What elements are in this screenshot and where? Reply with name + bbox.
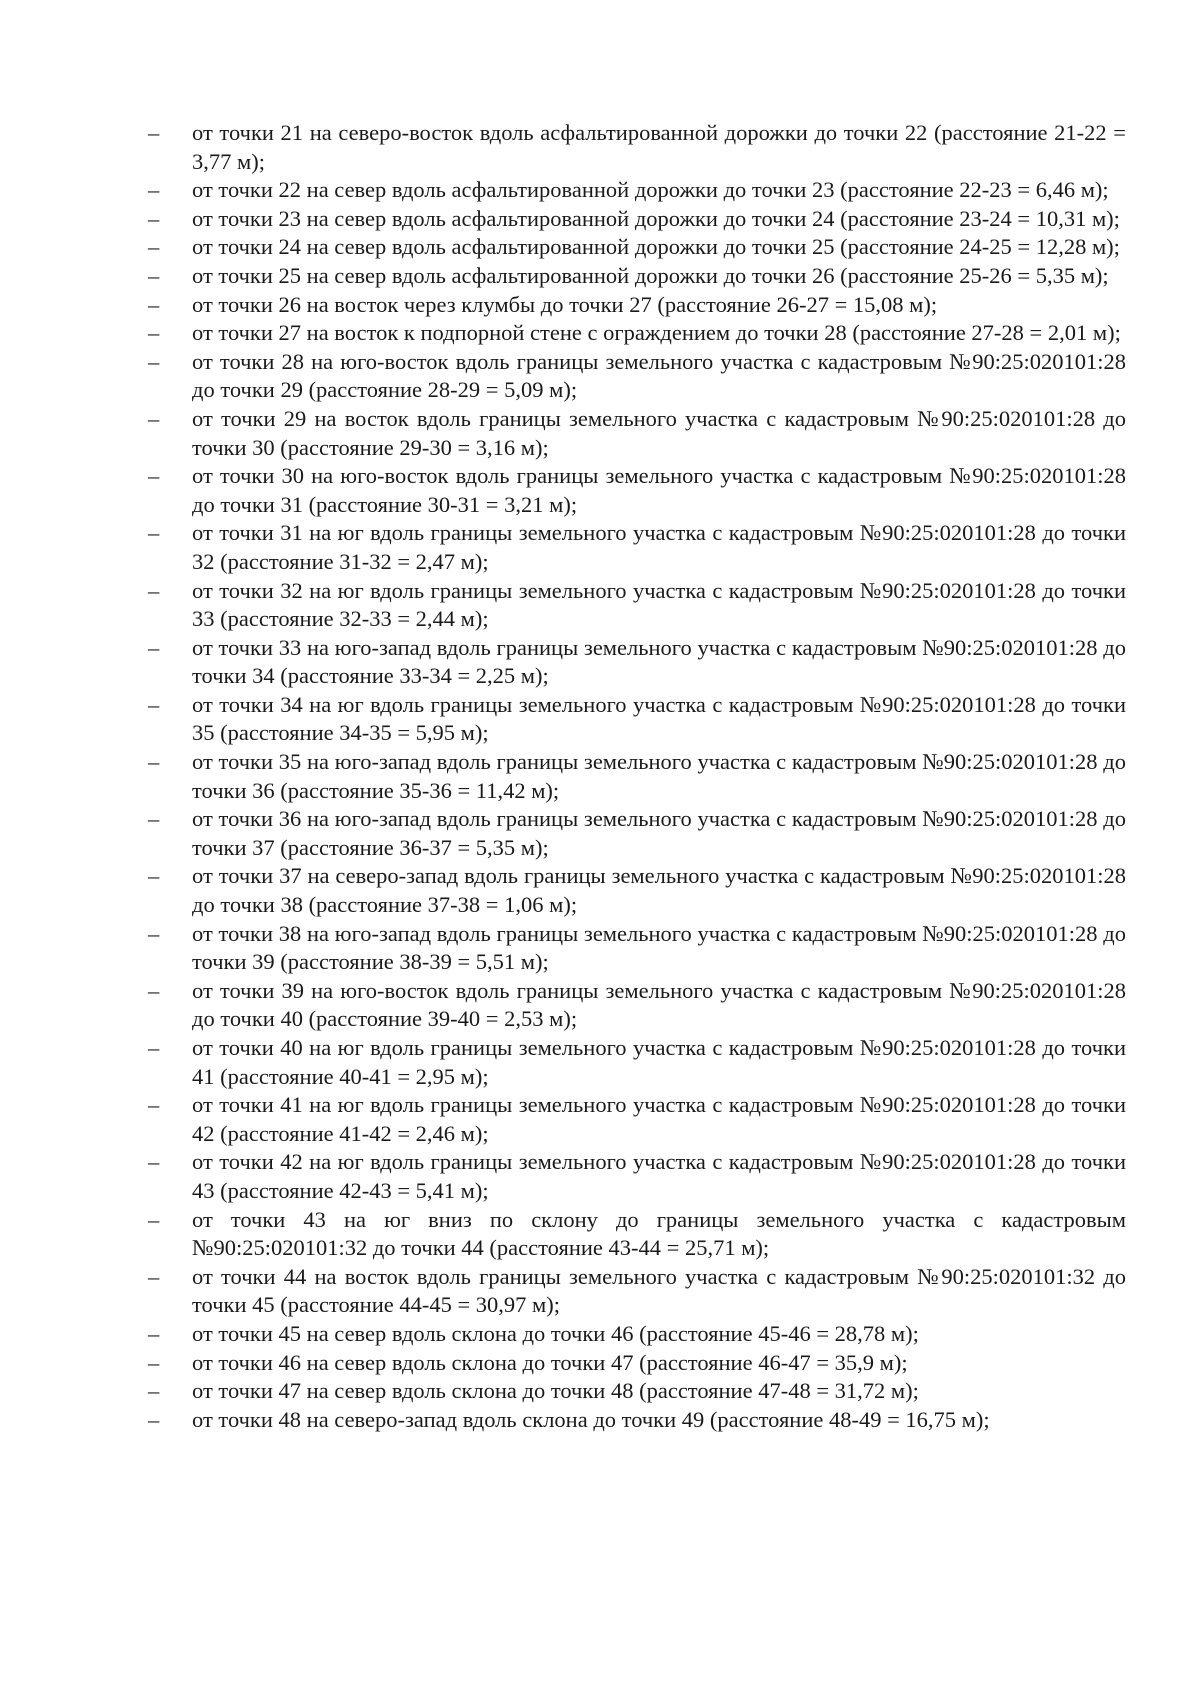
dash-bullet: – xyxy=(148,1406,160,1432)
list-item-text: от точки 30 на юго-восток вдоль границы земельного участка с кадастровым №90:25:020101:28 до точки 31 (расстояние 30-31 = 3,21 м); xyxy=(192,463,1126,517)
list-item-text: от точки 28 на юго-восток вдоль границы земельного участка с кадастровым №90:25:020101:28 до точки 29 (расстояние 28-29 = 5,09 м); xyxy=(192,348,1126,403)
dash-bullet: – xyxy=(148,320,160,346)
list-item-text: от точки 44 на восток вдоль границы земельного участка с кадастровым №90:25:020101:32 до точки 45 (расстояние 44-45 = 30,97 м); xyxy=(192,1263,1126,1318)
dash-bullet: – xyxy=(148,1092,160,1118)
list-item xyxy=(148,805,1126,862)
list-item xyxy=(148,1034,1126,1091)
list-item-text: от точки 37 на северо-запад вдоль границы земельного участка с кадастровым №90:25:020101:28 до точки 38 (расстояние 37-38 = 1,06 м); xyxy=(192,863,1126,918)
list-item xyxy=(148,1349,1126,1378)
list-item xyxy=(148,1377,1126,1406)
list-item-text: от точки 41 на юг вдоль границы земельного участка с кадастровым №90:25:020101:28 до точки 42 (расстояние 41-42 = 2,46 м); xyxy=(192,1092,1126,1146)
list-item-text: от точки 43 на юг вниз по склону до границы земельного участка с кадастровым №90:25:020101:32 до точки 44 (расстояние 43-44 = 25,71 м); xyxy=(192,1206,1126,1261)
list-item xyxy=(148,920,1126,977)
list-item xyxy=(148,691,1126,748)
dash-bullet: – xyxy=(148,1035,160,1060)
list-item-text: от точки 42 на юг вдоль границы земельного участка с кадастровым №90:25:020101:28 до точки 43 (расстояние 42-43 = 5,41 м); xyxy=(192,1149,1126,1203)
list-item xyxy=(148,634,1126,691)
list-item-text: от точки 46 на север вдоль склона до точки 47 (расстояние 46-47 = 35,9 м); xyxy=(192,1349,908,1375)
list-item xyxy=(148,205,1126,234)
dash-bullet: – xyxy=(148,520,160,546)
dash-bullet: – xyxy=(148,1349,160,1375)
dash-bullet: – xyxy=(148,1149,160,1175)
dash-bullet: – xyxy=(148,234,160,260)
list-item xyxy=(148,977,1126,1034)
list-item-text: от точки 22 на север вдоль асфальтированной дорожки до точки 23 (расстояние 22-23 = 6,46 м); xyxy=(192,177,1109,203)
dash-bullet: – xyxy=(148,291,160,317)
list-item xyxy=(148,233,1126,262)
dash-bullet: – xyxy=(148,1320,160,1346)
dash-bullet: – xyxy=(148,463,160,489)
dash-bullet: – xyxy=(148,1378,160,1404)
list-item-text: от точки 40 на юг вдоль границы земельного участка с кадастровым №90:25:020101:28 до точки 41 (расстояние 40-41 = 2,95 м); xyxy=(192,1035,1126,1089)
list-item-text: от точки 45 на север вдоль склона до точки 46 (расстояние 45-46 = 28,78 м); xyxy=(192,1320,919,1346)
list-item xyxy=(148,1206,1126,1263)
dash-bullet: – xyxy=(148,920,160,946)
list-item-text: от точки 23 на север вдоль асфальтированной дорожки до точки 24 (расстояние 23-24 = 10,31 м); xyxy=(192,205,1120,231)
list-item-text: от точки 36 на юго-запад вдоль границы земельного участка с кадастровым №90:25:020101:28 до точки 37 (расстояние 36-37 = 5,35 м); xyxy=(192,806,1126,860)
dash-bullet: – xyxy=(148,205,160,231)
dash-bullet: – xyxy=(148,348,160,374)
list-item-text: от точки 27 на восток к подпорной стене с ограждением до точки 28 (расстояние 27-28 = 2,01 м); xyxy=(192,320,1121,346)
list-item xyxy=(148,748,1126,805)
list-item xyxy=(148,577,1126,634)
list-item xyxy=(148,462,1126,519)
list-item-text: от точки 25 на север вдоль асфальтированной дорожки до точки 26 (расстояние 25-26 = 5,35 м); xyxy=(192,262,1109,288)
dash-bullet: – xyxy=(148,177,160,203)
list-item-text: от точки 29 на восток вдоль границы земельного участка с кадастровым №90:25:020101:28 до точки 30 (расстояние 29-30 = 3,16 м); xyxy=(192,405,1126,460)
dash-bullet: – xyxy=(148,749,160,775)
list-item-text: от точки 47 на север вдоль склона до точки 48 (расстояние 47-48 = 31,72 м); xyxy=(192,1378,919,1404)
list-item xyxy=(148,405,1126,462)
dash-bullet: – xyxy=(148,806,160,832)
dash-bullet: – xyxy=(148,262,160,288)
list-item xyxy=(148,1320,1126,1349)
list-item-text: от точки 38 на юго-запад вдоль границы земельного участка с кадастровым №90:25:020101:28 до точки 39 (расстояние 38-39 = 5,51 м); xyxy=(192,920,1126,975)
dash-bullet: – xyxy=(148,634,160,660)
list-item-text: от точки 31 на юг вдоль границы земельного участка с кадастровым №90:25:020101:28 до точки 32 (расстояние 31-32 = 2,47 м); xyxy=(192,520,1126,574)
list-item xyxy=(148,862,1126,919)
dash-bullet: – xyxy=(148,863,160,889)
list-item-text: от точки 26 на восток через клумбы до точки 27 (расстояние 26-27 = 15,08 м); xyxy=(192,291,938,317)
list-item xyxy=(148,319,1126,348)
list-item xyxy=(148,1263,1126,1320)
dash-bullet: – xyxy=(148,977,160,1003)
list-item-text: от точки 33 на юго-запад вдоль границы земельного участка с кадастровым №90:25:020101:28 до точки 34 (расстояние 33-34 = 2,25 м); xyxy=(192,634,1126,689)
list-item-text: от точки 34 на юг вдоль границы земельного участка с кадастровым №90:25:020101:28 до точки 35 (расстояние 34-35 = 5,95 м); xyxy=(192,691,1126,746)
dash-bullet: – xyxy=(148,405,160,431)
dash-bullet: – xyxy=(148,691,160,717)
list-item-text: от точки 24 на север вдоль асфальтированной дорожки до точки 25 (расстояние 24-25 = 12,28 м); xyxy=(192,234,1120,260)
list-item xyxy=(148,291,1126,320)
dash-bullet: – xyxy=(148,1263,160,1289)
list-item-text: от точки 48 на северо-запад вдоль склона до точки 49 (расстояние 48-49 = 16,75 м); xyxy=(192,1406,990,1432)
boundary-points-list xyxy=(148,119,1126,1434)
list-item xyxy=(148,176,1126,205)
list-item xyxy=(148,519,1126,576)
list-item xyxy=(148,1148,1126,1205)
list-item-text: от точки 21 на северо-восток вдоль асфальтированной дорожки до точки 22 (расстояние 21-22 = 3,77 м); xyxy=(192,120,1126,174)
list-item xyxy=(148,119,1126,176)
list-item-text: от точки 32 на юг вдоль границы земельного участка с кадастровым №90:25:020101:28 до точки 33 (расстояние 32-33 = 2,44 м); xyxy=(192,577,1126,632)
list-item xyxy=(148,348,1126,405)
dash-bullet: – xyxy=(148,1206,160,1232)
list-item xyxy=(148,262,1126,291)
list-item xyxy=(148,1091,1126,1148)
list-item-text: от точки 39 на юго-восток вдоль границы земельного участка с кадастровым №90:25:020101:28 до точки 40 (расстояние 39-40 = 2,53 м); xyxy=(192,977,1126,1032)
list-item-text: от точки 35 на юго-запад вдоль границы земельного участка с кадастровым №90:25:020101:28 до точки 36 (расстояние 35-36 = 11,42 м); xyxy=(192,749,1126,803)
dash-bullet: – xyxy=(148,577,160,603)
dash-bullet: – xyxy=(148,120,160,145)
list-item xyxy=(148,1406,1126,1435)
